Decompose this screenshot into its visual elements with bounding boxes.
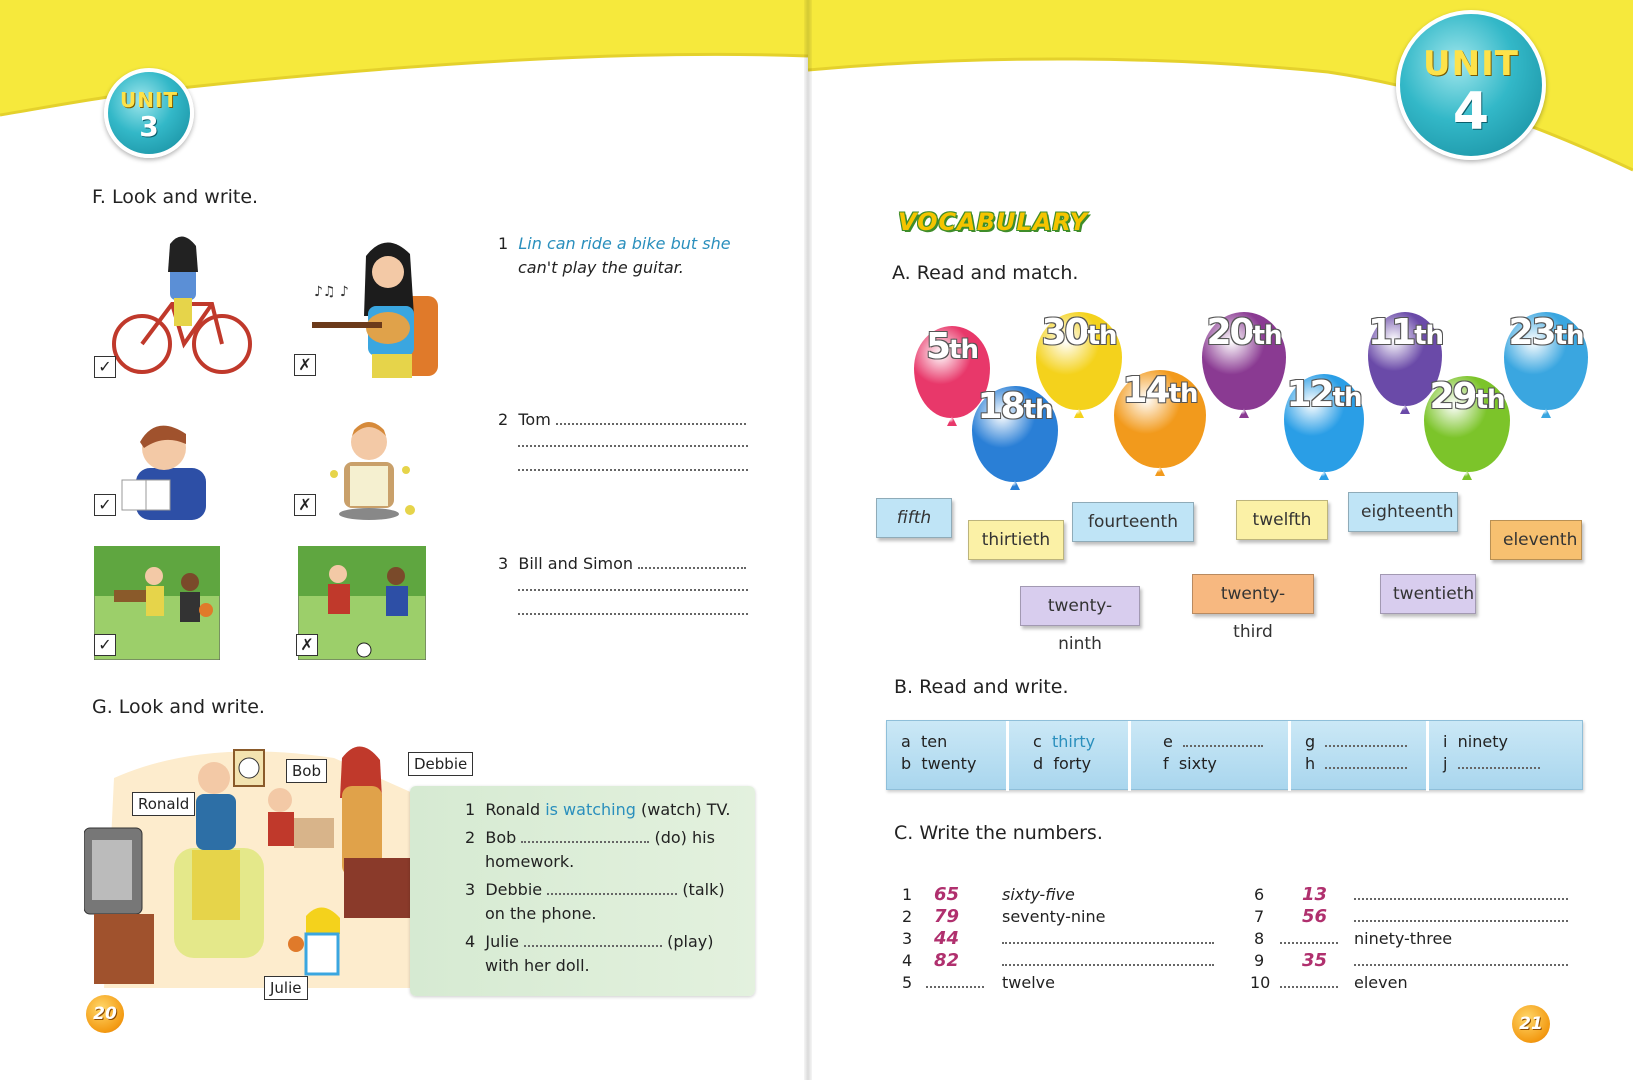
balloon-suffix: th <box>1554 321 1584 351</box>
row-word-answer: sixty-five <box>1002 885 1075 904</box>
row-number: 6 <box>1254 885 1265 904</box>
balloon-23rd[interactable] <box>1504 312 1588 410</box>
row-answer-line <box>1354 884 1568 906</box>
f-item-2-start: Tom <box>518 410 551 429</box>
answer-line[interactable] <box>518 433 748 447</box>
f-item-2 <box>498 408 746 432</box>
pair-letter: c <box>1033 732 1042 751</box>
f-item-1 <box>498 232 731 256</box>
row-answer-line <box>1354 906 1568 928</box>
g-item-name: Debbie <box>485 880 543 899</box>
balloon-number: 29 <box>1429 376 1476 417</box>
f-item-number: 2 <box>498 410 509 429</box>
page-number-left: 20 <box>86 995 124 1033</box>
g-item-4 <box>465 930 714 954</box>
name-tag-ronald: Ronald <box>132 792 195 816</box>
row-number: 10 <box>1250 973 1271 992</box>
section-g-sentences-panel <box>410 786 755 996</box>
g-item-verb: (do) <box>654 828 687 847</box>
g-item-4-line2: with her doll. <box>485 956 590 975</box>
g-item-name: Bob <box>485 828 517 847</box>
girl-playing-guitar-illustration <box>306 236 446 382</box>
balloon-number: 14 <box>1122 370 1169 411</box>
answer-line[interactable] <box>1325 755 1407 769</box>
cross-mark-box: ✗ <box>294 354 316 376</box>
answer-digits: 56 <box>1302 906 1328 927</box>
f-item-1-answer-line2: can't play the guitar. <box>518 258 684 277</box>
row-word: seventy-nine <box>1002 907 1106 926</box>
word-card-fourteenth[interactable]: fourteenth <box>1072 502 1194 542</box>
strip-segment <box>887 721 1009 791</box>
pair-line <box>901 731 947 753</box>
boy-reading-book-illustration <box>116 414 216 522</box>
g-item-1-answer: is watching <box>545 800 636 819</box>
pair-letter: i <box>1443 732 1448 751</box>
pair-letter: b <box>901 754 912 773</box>
g-item-rest: his <box>692 828 715 847</box>
pair-letter: f <box>1163 754 1169 773</box>
answer-line[interactable] <box>518 577 748 591</box>
name-tag-bob: Bob <box>286 759 327 783</box>
answer-digits: 65 <box>934 884 960 905</box>
answer-line[interactable] <box>1002 952 1214 966</box>
answer-line[interactable] <box>1354 952 1568 966</box>
balloon-suffix: th <box>1023 395 1053 425</box>
unit-number: 4 <box>1452 82 1490 142</box>
balloon-suffix: th <box>1332 383 1362 413</box>
g-item-3-line2: on the phone. <box>485 904 597 923</box>
word-card-eighteenth[interactable]: eighteenth <box>1348 492 1458 532</box>
g-item-3 <box>465 878 725 902</box>
balloon-number: 18 <box>977 386 1024 427</box>
answer-line[interactable] <box>1354 908 1568 922</box>
f-item-3-line2 <box>518 574 748 598</box>
strip-segment <box>1009 721 1131 791</box>
word-card-twentieth[interactable]: twentieth <box>1380 574 1476 614</box>
row-number: 4 <box>902 951 913 970</box>
g-item-rest: TV. <box>706 800 731 819</box>
row-word: eleven <box>1354 973 1408 992</box>
f-item-2-line2 <box>518 430 748 454</box>
row-number: 5 <box>902 973 913 992</box>
row-number: 7 <box>1254 907 1265 926</box>
answer-line[interactable] <box>1280 930 1338 944</box>
unit-number: 3 <box>139 110 159 143</box>
name-tag-debbie: Debbie <box>408 752 473 776</box>
pair-line <box>1163 753 1217 775</box>
cross-mark-box: ✗ <box>294 494 316 516</box>
unit-label: UNIT <box>119 88 179 112</box>
check-mark-box: ✓ <box>94 634 116 656</box>
f-item-3-start: Bill and Simon <box>518 554 634 573</box>
f-item-2-line3 <box>518 454 748 478</box>
boy-cooking-mess-illustration <box>314 414 424 524</box>
pair-value: forty <box>1053 754 1092 773</box>
balloon-29th[interactable] <box>1424 376 1510 472</box>
page-number-right: 21 <box>1512 1005 1550 1043</box>
section-g-title: G. Look and write. <box>92 696 265 718</box>
girl-riding-bike-illustration <box>112 232 252 378</box>
f-item-number: 3 <box>498 554 509 573</box>
row-answer-line <box>1002 928 1214 950</box>
cross-mark-box: ✗ <box>296 634 318 656</box>
answer-digits: 13 <box>1302 884 1328 905</box>
pair-line <box>1305 731 1407 753</box>
balloon-suffix: th <box>1414 321 1444 351</box>
row-digits-line <box>1280 972 1338 994</box>
section-f-title: F. Look and write. <box>92 186 259 208</box>
balloon-suffix: th <box>1168 379 1198 409</box>
row-number: 3 <box>902 929 913 948</box>
balloon-20th[interactable] <box>1202 312 1286 410</box>
row-answer-line <box>1354 950 1568 972</box>
balloon-number: 11 <box>1368 312 1415 353</box>
balloon-14th[interactable] <box>1114 370 1206 468</box>
word-card-twenty-ninth[interactable]: twenty-ninth <box>1020 586 1140 626</box>
row-answer-line <box>1002 950 1214 972</box>
pair-line <box>1443 753 1540 775</box>
g-item-name: Ronald <box>485 800 541 819</box>
pair-letter: g <box>1305 732 1316 751</box>
answer-line[interactable] <box>547 881 677 895</box>
balloon-suffix: th <box>1087 321 1117 351</box>
g-item-2-line2: homework. <box>485 852 575 871</box>
book-spine-gutter <box>804 0 812 1080</box>
answer-line[interactable] <box>1002 930 1214 944</box>
answer-digits: 35 <box>1302 950 1328 971</box>
balloon-number: 12 <box>1286 374 1333 415</box>
answer-line[interactable] <box>1354 886 1568 900</box>
g-item-2 <box>465 826 715 850</box>
answer-digits: 44 <box>934 928 960 949</box>
unit-3-badge <box>104 68 194 158</box>
row-number: 8 <box>1254 929 1265 948</box>
answer-line[interactable] <box>1458 755 1540 769</box>
pair-letter: e <box>1163 732 1173 751</box>
g-item-verb: (play) <box>667 932 714 951</box>
g-item-number: 4 <box>465 932 476 951</box>
answer-line[interactable] <box>556 411 746 425</box>
check-mark-box: ✓ <box>94 356 116 378</box>
strip-segment <box>1429 721 1584 791</box>
answer-line[interactable] <box>926 974 984 988</box>
answer-digits: 82 <box>934 950 960 971</box>
answer-line[interactable] <box>1183 733 1263 747</box>
pair-value: sixty <box>1178 754 1217 773</box>
balloon-suffix: th <box>1252 321 1282 351</box>
pair-letter: d <box>1033 754 1044 773</box>
answer-digits: 79 <box>934 906 960 927</box>
left-page <box>0 0 808 1080</box>
answer-line[interactable] <box>638 555 746 569</box>
f-item-3 <box>498 552 746 576</box>
pair-line <box>1443 731 1508 753</box>
g-item-verb: (watch) <box>641 800 702 819</box>
strip-segment <box>1131 721 1291 791</box>
right-page <box>808 0 1633 1080</box>
answer-line[interactable] <box>1280 974 1338 988</box>
word-card-thirtieth[interactable]: thirtieth <box>968 520 1064 560</box>
row-digits-line <box>926 972 984 994</box>
family-living-room-illustration <box>84 738 434 1000</box>
pair-line <box>1163 731 1263 753</box>
pair-letter: j <box>1443 754 1448 773</box>
balloon-suffix: th <box>1475 385 1505 415</box>
balloon-number: 20 <box>1206 312 1253 353</box>
pair-value: ninety <box>1457 732 1508 751</box>
balloon-18th[interactable] <box>972 386 1058 482</box>
balloon-number: 5 <box>925 326 950 367</box>
g-item-verb: (talk) <box>682 880 725 899</box>
word-card-eleventh[interactable]: eleventh <box>1490 520 1582 560</box>
balloon-number: 23 <box>1508 312 1555 353</box>
unit-label: UNIT <box>1423 44 1519 84</box>
number-words-strip <box>886 720 1583 790</box>
row-number: 1 <box>902 885 913 904</box>
section-b-title: B. Read and write. <box>894 676 1069 698</box>
section-a-title: A. Read and match. <box>892 262 1079 284</box>
unit-4-badge <box>1396 10 1546 160</box>
pair-line <box>1305 753 1407 775</box>
row-digits-line <box>1280 928 1338 950</box>
pair-letter: a <box>901 732 911 751</box>
name-tag-julie: Julie <box>264 976 308 1000</box>
answer-line[interactable] <box>518 601 748 615</box>
row-word: ninety-three <box>1354 929 1453 948</box>
g-item-name: Julie <box>485 932 519 951</box>
word-card-twelfth[interactable]: twelfth <box>1236 500 1328 540</box>
word-card-fifth[interactable]: fifth <box>876 498 952 538</box>
pair-line <box>901 753 976 775</box>
g-item-number: 2 <box>465 828 476 847</box>
row-word: twelve <box>1002 973 1055 992</box>
pair-letter: h <box>1305 754 1316 773</box>
g-item-1 <box>465 798 730 822</box>
f-item-3-line3 <box>518 598 748 622</box>
row-number: 2 <box>902 907 913 926</box>
section-c-title: C. Write the numbers. <box>894 822 1103 844</box>
row-number: 9 <box>1254 951 1265 970</box>
f-item-1-answer-line1: Lin can ride a bike but she <box>518 234 731 253</box>
vocabulary-heading: VOCABULARY <box>898 208 1089 236</box>
balloon-suffix: th <box>949 335 978 365</box>
svg-text:♪♫ ♪: ♪♫ ♪ <box>314 284 349 300</box>
balloon-number: 30 <box>1041 312 1088 353</box>
answer-line[interactable] <box>524 933 662 947</box>
pair-value: ten <box>920 732 948 751</box>
word-card-twenty-third[interactable]: twenty-third <box>1192 574 1314 614</box>
pair-value-answer: thirty <box>1051 732 1096 751</box>
pair-line <box>1033 753 1091 775</box>
g-item-number: 3 <box>465 880 476 899</box>
check-mark-box: ✓ <box>94 494 116 516</box>
pair-value: twenty <box>921 754 977 773</box>
pair-line <box>1033 731 1095 753</box>
strip-segment <box>1291 721 1429 791</box>
answer-line[interactable] <box>1325 733 1407 747</box>
answer-line[interactable] <box>521 829 649 843</box>
g-item-number: 1 <box>465 800 476 819</box>
balloon-12th[interactable] <box>1284 374 1364 472</box>
f-item-number: 1 <box>498 234 509 253</box>
answer-line[interactable] <box>518 457 748 471</box>
